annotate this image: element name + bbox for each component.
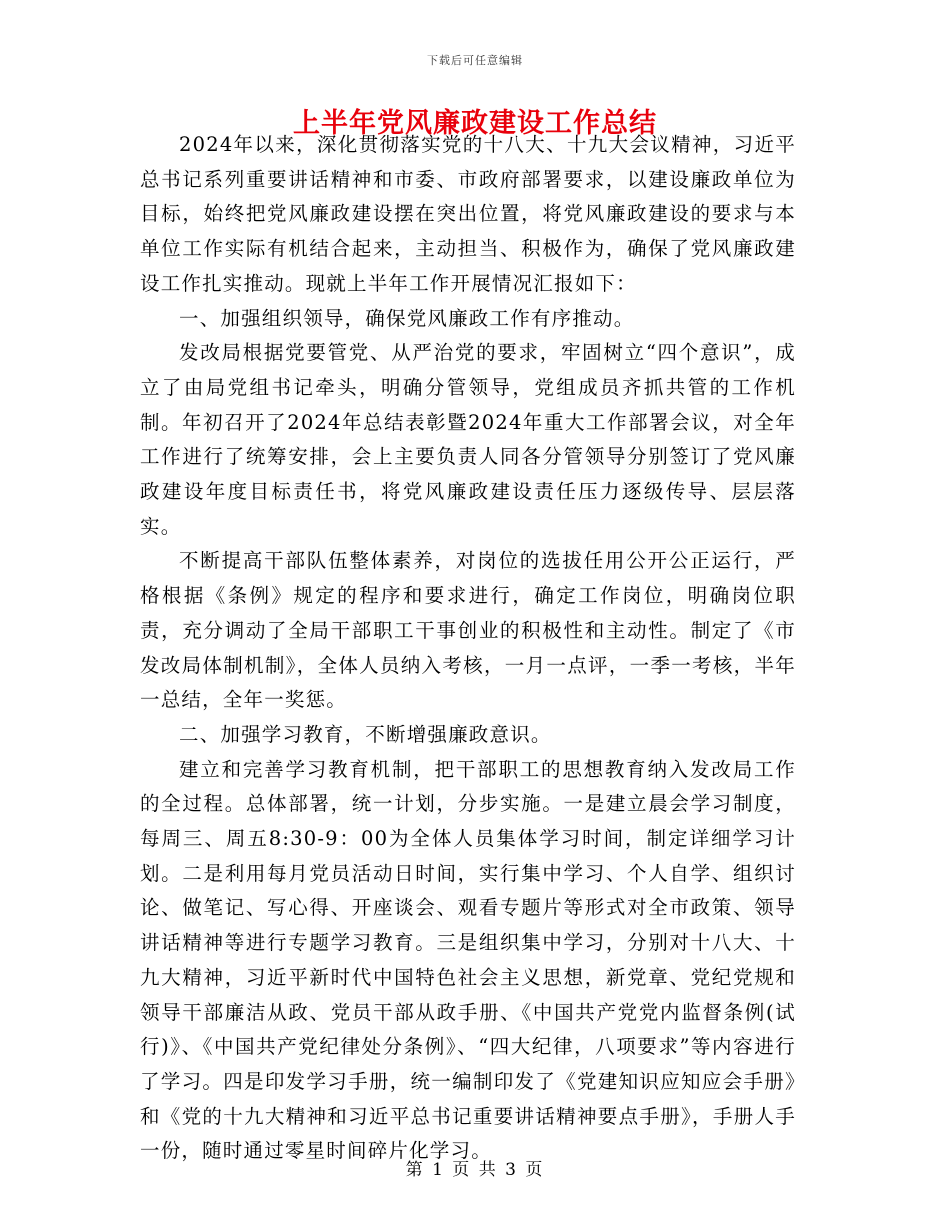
page-header-note: 下载后可任意编辑 <box>427 54 523 67</box>
paragraph-cadre-quality: 不断提高干部队伍整体素养，对岗位的选拔任用公开公正运行，严格根据《条例》规定的程序和要求进行，确定工作岗位，明确岗位职责，充分调动了全局干部职工干事创业的积极性和主动性。制定了《市发改局体制机制》，全体人员纳入考核，一月一点评，一季一考核，半年一总结，全年一奖惩。 <box>140 549 796 712</box>
paragraph-study-mechanism: 建立和完善学习教育机制，把干部职工的思想教育纳入发改局工作的全过程。总体部署，统一计划，分步实施。一是建立晨会学习制度，每周三、周五8:30-9：00为全体人员集体学习时间，制定详细学习计划。二是利用每月党员活动日时间，实行集中学习、个人自学、组织讨论、做笔记、写心得、开座谈会、观看专题片等形式对全市政策、领导讲话精神等进行专题学习教育。三是组织集中学习，分别对十八大、十九大精神，习近平新时代中国特色社会主义思想，新党章、党纪党规和领导干部廉洁从政、党员干部从政手册、《中国共产党党内监督条例(试行)》、《中国共产党纪律处分条例》、“四大纪律，八项要求”等内容进行了学习。四是印发学习手册，统一编制印发了《党建知识应知应会手册》和《党的十九大精神和习近平总书记重要讲话精神要点手册》，手册人手一份，随时通过零星时间碎片化学习。 <box>140 757 796 1163</box>
document-title: 上半年党风廉政建设工作总结 <box>293 108 657 139</box>
page-number: 第 1 页 共 3 页 <box>405 1160 545 1180</box>
section-heading-1: 一、加强组织领导，确保党风廉政工作有序推动。 <box>179 306 635 330</box>
paragraph-organization: 发改局根据党要管党、从严治党的要求，牢固树立“四个意识”，成立了由局党组书记牵头，明确分管领导，党组成员齐抓共管的工作机制。年初召开了2024年总结表彰暨2024年重大工作部署会议，对全年工作进行了统筹安排，会上主要负责人同各分管领导分别签订了党风廉政建设年度目标责任书，将党风廉政建设责任压力逐级传导、层层落实。 <box>140 341 796 538</box>
paragraph-intro: 2024年以来，深化贯彻落实党的十八大、十九大会议精神，习近平总书记系列重要讲话精神和市委、市政府部署要求，以建设廉政单位为目标，始终把党风廉政建设摆在突出位置，将党风廉政建设的要求与本单位工作实际有机结合起来，主动担当、积极作为，确保了党风廉政建设工作扎实推动。现就上半年工作开展情况汇报如下： <box>140 133 796 295</box>
section-heading-2: 二、加强学习教育，不断增强廉政意识。 <box>179 722 552 746</box>
document-body <box>140 128 796 1169</box>
